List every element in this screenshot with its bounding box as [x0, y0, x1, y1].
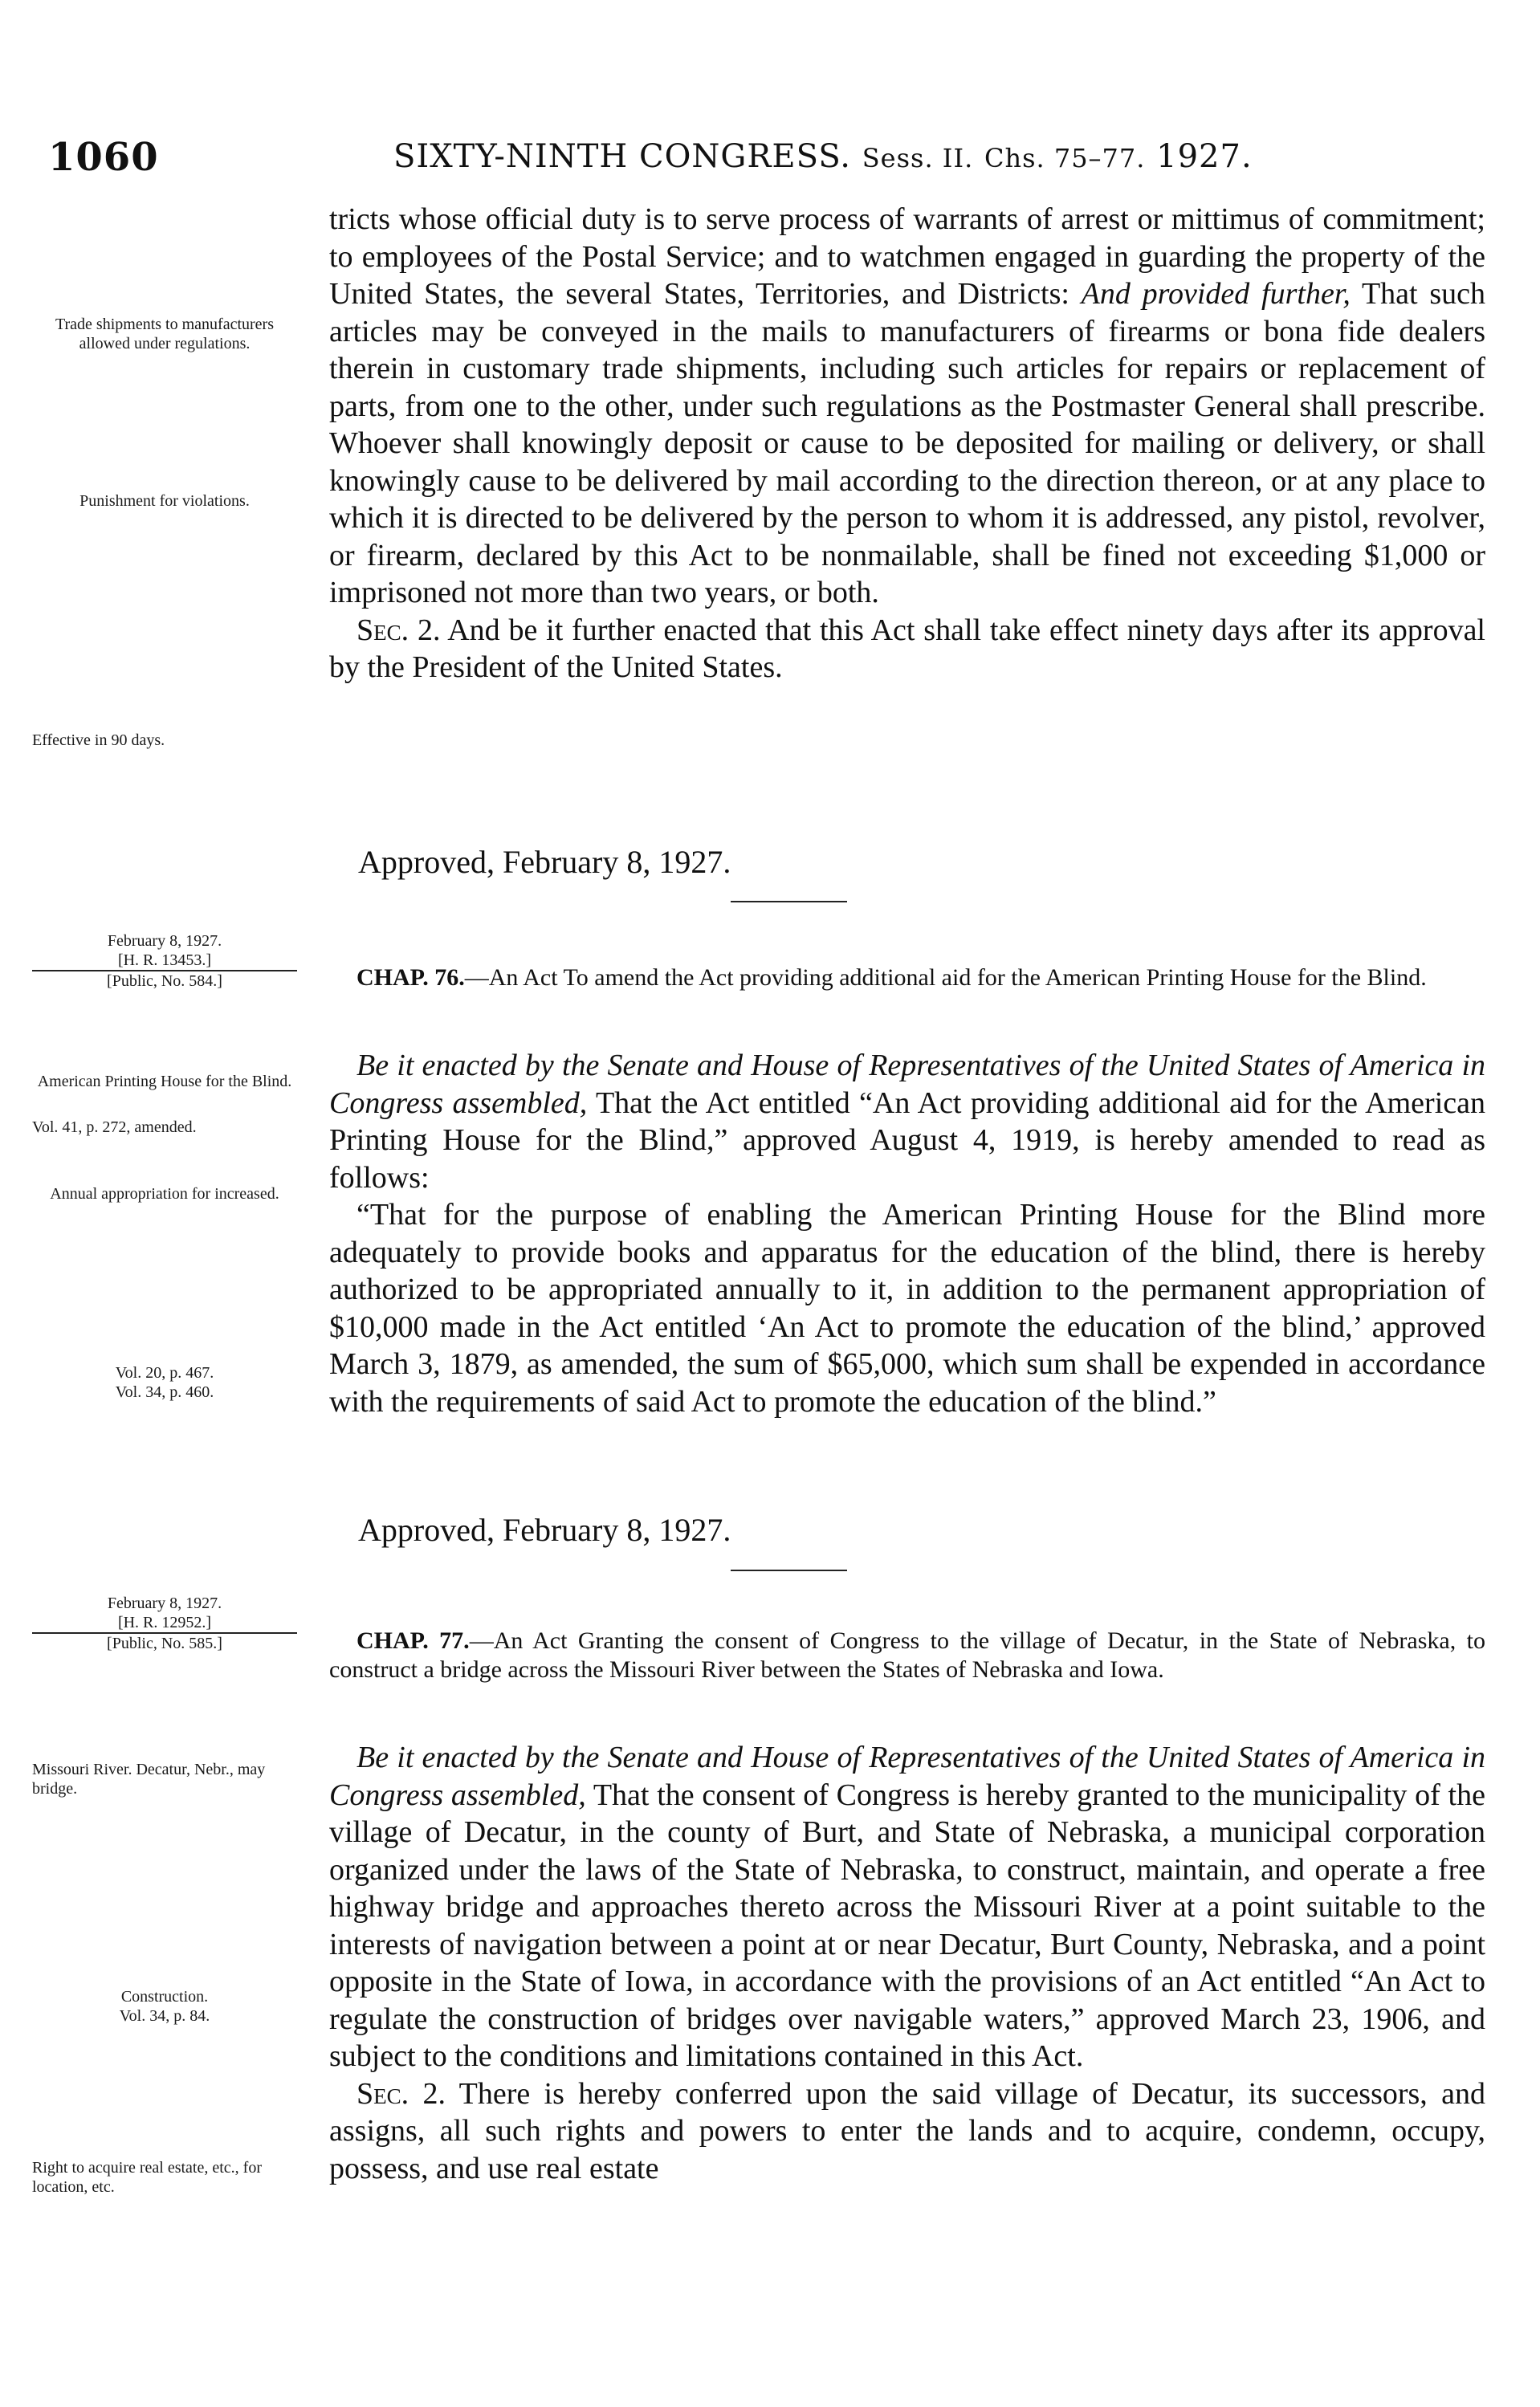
vol20-ref: Vol. 20, p. 467.: [115, 1364, 214, 1382]
vol34a-ref: Vol. 34, p. 460.: [115, 1383, 214, 1401]
vol34b-ref: Vol. 34, p. 84.: [119, 2007, 210, 2025]
chap77-label: CHAP. 77.: [356, 1627, 470, 1654]
chap76-heading: [329, 963, 1485, 992]
chap76-enacting: [329, 1047, 1485, 1196]
sec2b-text: There is hereby conferred upon the said village of Decatur, its successors, and assigns, all such rights and powers to enter the lands and to acquire, condemn, occupy, possess, and use real estate: [329, 2076, 1485, 2185]
chap76-date: February 8, 1927.: [107, 932, 222, 950]
chap77-body: [329, 1739, 1485, 2187]
chap77-enacting: [329, 1739, 1485, 2075]
sidenote-vol41: Vol. 41, p. 272, amended.: [32, 1118, 197, 1136]
chap76-label: CHAP. 76.: [356, 964, 465, 991]
chap77-public: [Public, No. 585.]: [107, 1635, 222, 1652]
page-header: [48, 135, 1461, 191]
enact77-italic: Be it enacted by the Senate and House of Representatives of the United States of America in Congress assembled,: [329, 1741, 1485, 1812]
sidenote-chap76-ref: [32, 931, 297, 991]
chap77-date: February 8, 1927.: [107, 1594, 222, 1612]
chap77-hr: [H. R. 12952.]: [32, 1613, 297, 1634]
chap76-quote: “That for the purpose of enabling the American Printing House for the Blind more adequately to provide books and apparatus for the education of the blind, there is hereby authorized to be appropriated annually to it, in addition to the permanent appropriation of $10,000 made in the Act entitled ‘An Act to promote the education of the blind,’ approved March 3, 1879, as amended, the sum of $65,000, which sum shall be expended in accordance with the requirements of said Act to promote the education of the blind.”: [329, 1198, 1485, 1419]
chap77-title: —An Act Granting the consent of Congress to the village of Decatur, in the State of Nebraska, to construct a bridge across the Missouri River between the States of Nebraska and Iowa.: [329, 1627, 1485, 1683]
divider-2: [731, 1570, 847, 1571]
enact76-text: That the Act entitled “An Act providing additional aid for the American Printing House for the Blind,” approved August 4, 1919, is hereby amended to read as follows:: [329, 1085, 1485, 1195]
sec2b-label: Sec. 2.: [356, 2076, 446, 2111]
sec2-label: Sec. 2.: [356, 613, 441, 647]
para1-rest: That such articles may be conveyed in the mails to manufacturers of firearms or bona fide dealers therein in customary trade shipments, including such articles for repairs or replacement of parts, from one to the other, under such regulations as the Postmaster General shall prescribe. Whoever shall knowingly deposit or cause to be deposited for mailing or delivery, or shall knowingly cause to be delivered by mail according to the direction thereon, or at any place to which it is directed to be delivered by the person to whom it is addressed, any pistol, revolver, or firearm, declared by this Act to be nonmailable, shall be fined not exceeding $1,000 or imprisoned not more than two years, or both.: [329, 277, 1485, 609]
running-head-chapters: Chs. 75–77.: [984, 143, 1146, 173]
sidenote-punishment: Punishment for violations.: [79, 492, 250, 510]
running-head-title: SIXTY-NINTH CONGRESS.: [393, 138, 852, 175]
sec2-text: And be it further enacted that this Act shall take effect ninety days after its approval by the President of the United States.: [329, 613, 1485, 684]
sidenote-trade: Trade shipments to manufacturers allowed under regulations.: [55, 316, 274, 352]
page-number: 1060: [48, 135, 159, 180]
chap77-heading: [329, 1627, 1485, 1684]
chap76-body: [329, 1047, 1485, 1420]
sidenote-vol-refs: [32, 1363, 297, 1402]
construction-label: Construction.: [120, 1988, 209, 2006]
sidenote-effective: Effective in 90 days.: [32, 731, 165, 749]
section-1-body: [329, 201, 1485, 686]
chap76-public: [Public, No. 584.]: [107, 972, 222, 990]
approved-2: Approved, February 8, 1927.: [358, 1512, 731, 1548]
sidenote-construction-ref: [32, 1987, 297, 2026]
sidenote-annual: Annual appropriation for increased.: [50, 1185, 279, 1203]
sidenote-chap77-ref: [32, 1594, 297, 1653]
para-continuation: [329, 201, 1485, 612]
enact77-text: That the consent of Congress is hereby granted to the municipality of the village of Decatur, in the county of Burt, and State of Nebraska, a municipal corporation organized under the laws of the State of Nebraska, to construct, maintain, and operate a free highway bridge and approaches thereto across the Missouri River at a point suitable to the interests of navigation between a point at or near Decatur, Burt County, Nebraska, and a point opposite in the State of Iowa, in accordance with the provisions of an Act entitled “An Act to regulate the construction of bridges over navigable waters,” approved March 23, 1906, and subject to the conditions and limitations contained in this Act.: [329, 1778, 1485, 2073]
divider-1: [731, 901, 847, 902]
running-head: [393, 138, 1253, 175]
para1-text: tricts whose official duty is to serve process of warrants of arrest or mittimus of commitment; to employees of the Postal Service; and to watchmen engaged in guarding the property of the United States, the several States, Territories, and Districts:: [329, 202, 1485, 311]
chap77-section-2: [329, 2075, 1485, 2188]
running-head-year: 1927.: [1156, 138, 1253, 175]
running-head-session: Sess. II.: [862, 143, 974, 173]
para1-italic: And provided further,: [1081, 277, 1351, 311]
sidenote-aph: American Printing House for the Blind.: [37, 1073, 292, 1090]
sidenote-right: Right to acquire real estate, etc., for location, etc.: [32, 2159, 262, 2196]
section-2: [329, 612, 1485, 686]
enact76-italic: Be it enacted by the Senate and House of Representatives of the United States of America in Congress assembled,: [329, 1049, 1485, 1120]
sidenote-missouri: Missouri River. Decatur, Nebr., may bridge.: [32, 1761, 266, 1798]
chap76-hr: [H. R. 13453.]: [32, 951, 297, 971]
approved-1: Approved, February 8, 1927.: [358, 844, 731, 880]
chap76-title: —An Act To amend the Act providing additional aid for the American Printing House for the Blind.: [464, 964, 1427, 991]
